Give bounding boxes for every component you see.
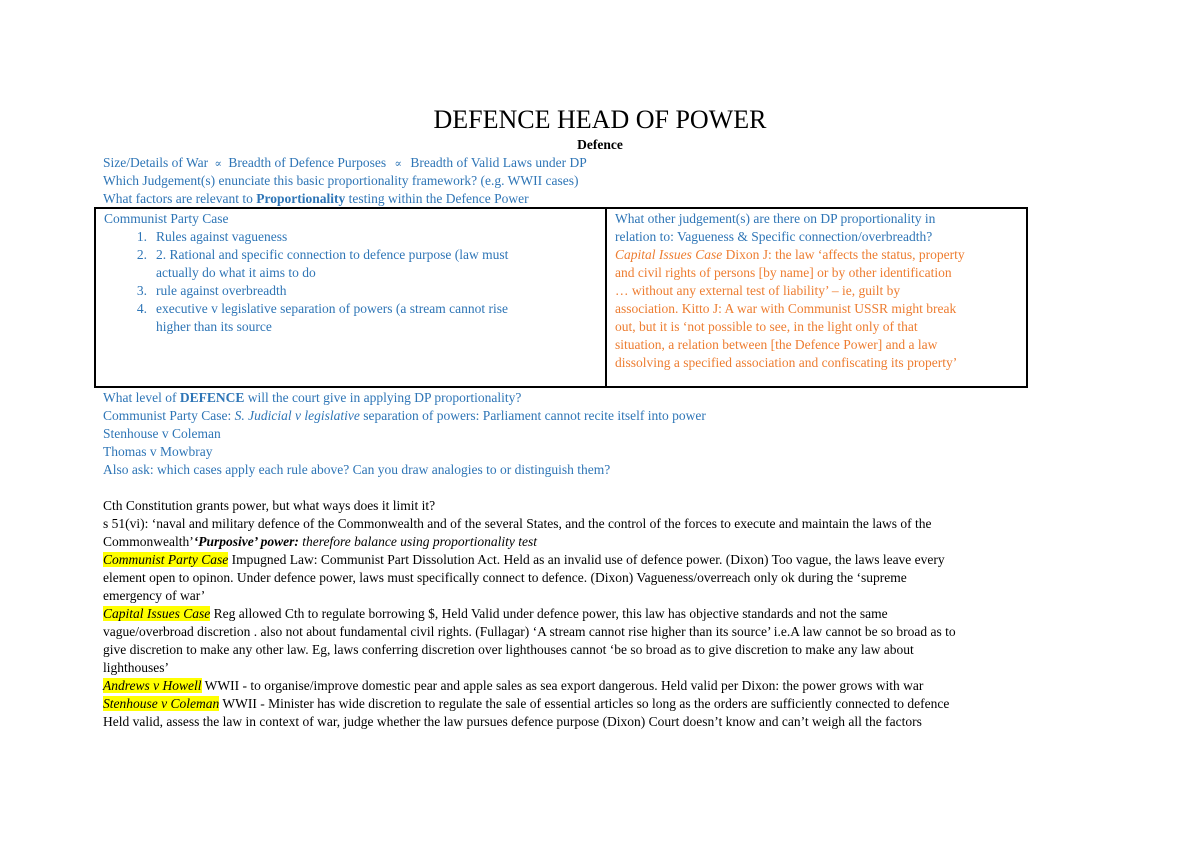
proportionality-chain <box>103 154 587 173</box>
right-case-name: Capital Issues Case <box>615 247 723 262</box>
question-factors-pre: What factors are relevant to <box>103 191 257 206</box>
right-answer-text: situation, a relation between [the Defence Power] and a law <box>615 337 938 352</box>
question-factors-bold: Proportionality <box>256 191 346 206</box>
right-answer-line <box>615 246 1018 264</box>
proportional-symbol-2: ∝ <box>394 158 402 170</box>
rule-text: higher than its source <box>156 319 272 334</box>
right-answer-line <box>615 336 1018 354</box>
case-thomas: Thomas v Mowbray <box>103 444 213 459</box>
rule-text: Rules against vagueness <box>156 229 288 244</box>
purposive-power-note: therefore balance using proportionality test <box>298 534 537 549</box>
rule-item <box>104 246 597 264</box>
cpc-text-1: Impugned Law: Communist Part Dissolution Act. Held as an invalid use of defence power. (Dixon) Too vague, the laws leave every <box>228 552 945 567</box>
question-factors <box>103 190 529 208</box>
rule-text: 2. Rational and specific connection to defence purpose (law must <box>156 247 509 262</box>
rule-text: actually do what it aims to do <box>156 265 316 280</box>
avh-text-1: WWII - to organise/improve domestic pear and apple sales as sea export dangerous. Held valid per Dixon: the power grows with war <box>201 678 924 693</box>
case-stenhouse: Stenhouse v Coleman <box>103 426 221 441</box>
cic-text-1: Reg allowed Cth to regulate borrowing $, Held Valid under defence power, this law has objective standards and not the same <box>210 606 888 621</box>
purposive-power-label: ‘Purposive’ power: <box>193 534 299 549</box>
rule-item <box>104 300 597 318</box>
s51-quote-line-2 <box>103 533 1103 551</box>
question-judgements: Which Judgement(s) enunciate this basic proportionality framework? (e.g. WWII cases) <box>103 173 579 188</box>
svc-line-2: Held valid, assess the law in context of war, judge whether the law pursues defence purpose (Dixon) Court doesn’t know and can’t weigh all the factors <box>103 714 922 729</box>
proportional-symbol: ∝ <box>214 158 222 170</box>
page-subtitle: Defence <box>577 137 623 152</box>
cic-line-1 <box>103 605 1103 623</box>
right-answer-line <box>615 264 1018 282</box>
right-answer-text: Dixon J: the law ‘affects the status, property <box>722 247 965 262</box>
right-answer-text: dissolving a specified association and confiscating its property’ <box>615 355 958 370</box>
defence-level-pre: What level of <box>103 390 180 405</box>
defence-level-bold: DEFENCE <box>179 390 245 405</box>
rule-text: executive v legislative separation of powers (a stream cannot rise <box>156 301 508 316</box>
page-title: DEFENCE HEAD OF POWER <box>433 105 767 134</box>
rule-number: 3. <box>136 283 147 298</box>
left-heading: Communist Party Case <box>104 211 229 226</box>
also-ask-note: Also ask: which cases apply each rule above? Can you draw analogies to or distinguish them? <box>103 462 611 477</box>
right-question-2: relation to: Vagueness & Specific connection/overbreadth? <box>615 229 933 244</box>
table-left-cell <box>95 208 606 387</box>
defence-level-post: will the court give in applying DP proportionality? <box>244 390 522 405</box>
cpc-line-1 <box>103 551 1103 569</box>
chain-valid-laws: Breadth of Valid Laws under DP <box>410 155 587 170</box>
svc-line-1 <box>103 695 1103 713</box>
table-right-cell <box>606 208 1027 387</box>
rule-item <box>104 264 597 282</box>
s51-quote-end: Commonwealth’ <box>103 534 194 549</box>
chain-defence-purposes: Breadth of Defence Purposes <box>228 155 387 170</box>
right-answer <box>615 246 1018 372</box>
right-answer-text: … without any external test of liability’ – ie, guilt by <box>615 283 901 298</box>
cpc-line-3: emergency of war’ <box>103 588 206 603</box>
cic-line-2: vague/overbroad discretion . also not about fundamental civil rights. (Fullagar) ‘A stream cannot rise higher than its source’ i.e.A law cannot be so broad as to <box>103 624 956 639</box>
rule-item <box>104 318 597 336</box>
right-answer-text: and civil rights of persons [by name] or by other identification <box>615 265 952 280</box>
cic-line-3: give discretion to make any other law. Eg, laws conferring discretion over lighthouses cannot ‘be so broad as to give discretion to make any law about <box>103 642 914 657</box>
rule-text: rule against overbreadth <box>156 283 287 298</box>
right-answer-line <box>615 354 1018 372</box>
right-answer-line <box>615 300 1018 318</box>
case-name-capital-issues: Capital Issues Case <box>103 606 211 621</box>
rules-list <box>104 228 597 336</box>
svc-text-1: WWII - Minister has wide discretion to regulate the sale of essential articles so long as the orders are sufficiently connected to defence <box>219 696 950 711</box>
question-factors-post: testing within the Defence Power <box>345 191 529 206</box>
right-answer-text: association. Kitto J: A war with Communist USSR might break <box>615 301 957 316</box>
case-name-stenhouse-coleman: Stenhouse v Coleman <box>103 696 220 711</box>
notes-intro: Cth Constitution grants power, but what ways does it limit it? <box>103 498 436 513</box>
s51-quote-line-1: s 51(vi): ‘naval and military defence of the Commonwealth and of the several States, and the control of the forces to execute and maintain the laws of the <box>103 516 932 531</box>
communist-party-note <box>103 407 706 425</box>
rule-number: 4. <box>136 301 147 316</box>
right-answer-line <box>615 282 1018 300</box>
chain-war-size: Size/Details of War <box>103 155 209 170</box>
right-answer-text: out, but it is ‘not possible to see, in the light only of that <box>615 319 918 334</box>
cpc-line-2: element open to opinon. Under defence power, laws must specifically connect to defence. (Dixon) Vagueness/overreach only ok during the ‘supreme <box>103 570 907 585</box>
cp-note-italic: S. Judicial v legislative <box>234 408 360 423</box>
avh-line-1 <box>103 677 1103 695</box>
rule-item <box>104 228 597 246</box>
cp-note-post: separation of powers: Parliament cannot recite itself into power <box>359 408 706 423</box>
rule-item <box>104 282 597 300</box>
question-defence-level <box>103 389 521 407</box>
rule-number: 1. <box>136 229 147 244</box>
case-name-communist-party: Communist Party Case <box>103 552 229 567</box>
proportionality-table <box>94 207 1028 388</box>
cp-note-pre: Communist Party Case: <box>103 408 235 423</box>
rule-number: 2. <box>136 247 147 262</box>
case-name-andrews-howell: Andrews v Howell <box>103 678 202 693</box>
cic-line-4: lighthouses’ <box>103 660 169 675</box>
right-answer-line <box>615 318 1018 336</box>
right-question-1: What other judgement(s) are there on DP proportionality in <box>615 211 936 226</box>
notes-section <box>103 497 1103 731</box>
